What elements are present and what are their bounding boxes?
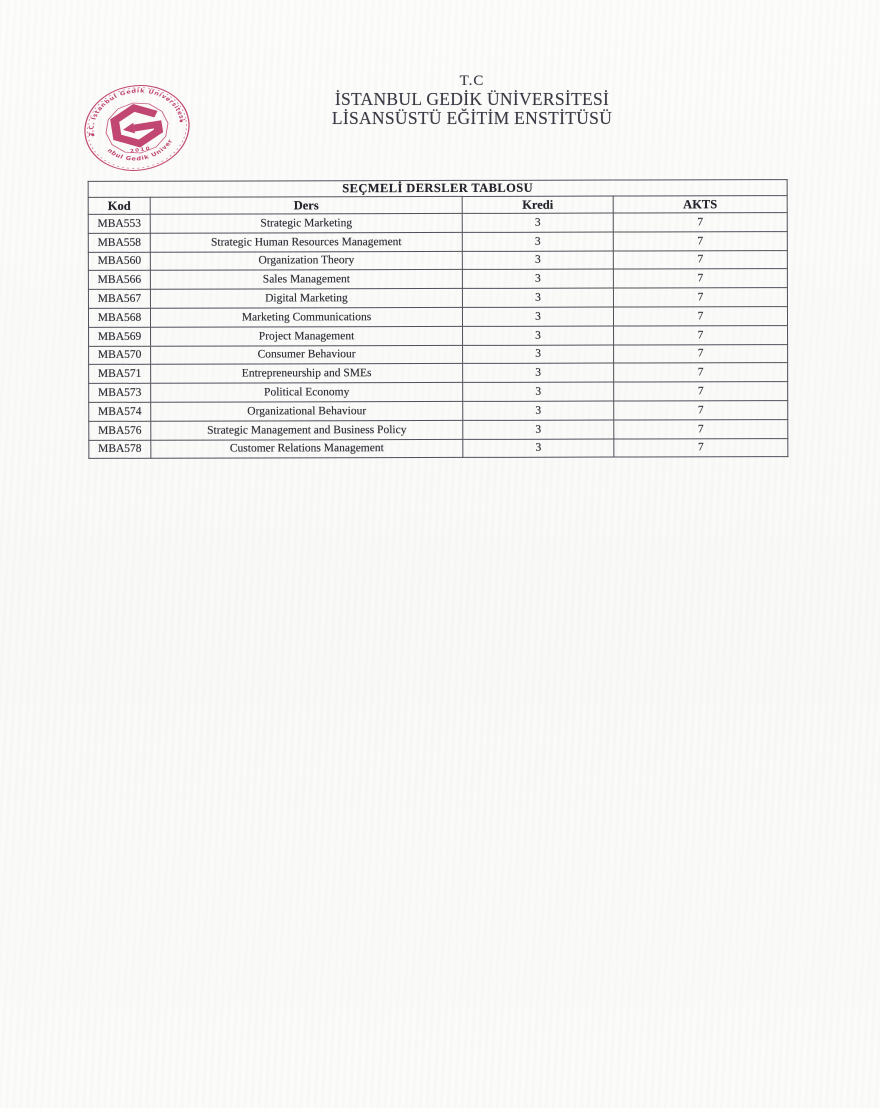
course-name-cell: Strategic Management and Business Policy — [151, 420, 463, 440]
course-code-cell: MBA568 — [88, 308, 150, 327]
course-name-cell: Consumer Behaviour — [151, 345, 463, 365]
course-name-cell: Strategic Human Resources Management — [150, 232, 462, 252]
course-code-cell: MBA567 — [88, 289, 150, 308]
table-row — [89, 382, 788, 403]
table-row — [89, 344, 788, 365]
letterhead-tc: T.C — [459, 73, 485, 89]
table-row — [88, 288, 787, 309]
course-name-cell: Customer Relations Management — [151, 439, 463, 459]
course-code-cell: MBA569 — [89, 327, 151, 346]
course-credit-cell: 3 — [462, 307, 613, 326]
table-header-row — [88, 196, 787, 215]
course-name-cell: Digital Marketing — [150, 289, 462, 309]
course-akts-cell: 7 — [614, 363, 788, 382]
table-row — [89, 438, 788, 459]
course-akts-cell: 7 — [614, 438, 788, 457]
course-code-cell: MBA578 — [89, 440, 151, 459]
course-credit-cell: 3 — [463, 401, 614, 420]
column-header-akts: AKTS — [613, 196, 787, 213]
column-header-ders: Ders — [150, 196, 462, 214]
course-name-cell: Entrepreneurship and SMEs — [151, 364, 463, 384]
table-title: SEÇMELİ DERSLER TABLOSU — [88, 180, 787, 198]
course-code-cell: MBA571 — [89, 365, 151, 384]
course-credit-cell: 3 — [462, 288, 613, 307]
course-akts-cell: 7 — [614, 325, 788, 344]
course-akts-cell: 7 — [613, 269, 787, 288]
course-credit-cell: 3 — [463, 345, 614, 364]
course-code-cell: MBA558 — [88, 233, 150, 252]
table-row — [89, 419, 788, 440]
course-name-cell: Marketing Communications — [150, 307, 462, 327]
course-code-cell: MBA553 — [88, 214, 150, 233]
course-name-cell: Project Management — [151, 326, 463, 346]
course-code-cell: MBA570 — [89, 346, 151, 365]
course-credit-cell: 3 — [463, 326, 614, 345]
course-name-cell: Organization Theory — [150, 251, 462, 271]
course-name-cell: Organizational Behaviour — [151, 401, 463, 421]
course-name-cell: Sales Management — [150, 270, 462, 290]
gedik-g-arrow-icon — [122, 123, 135, 135]
letterhead-institute: LİSANSÜSTÜ EĞİTİM ENSTİTÜSÜ — [331, 107, 613, 128]
course-code-cell: MBA566 — [88, 271, 150, 290]
table-row — [88, 250, 787, 271]
table-title-row — [88, 180, 787, 198]
column-header-kod: Kod — [88, 197, 150, 214]
course-akts-cell: 7 — [614, 344, 788, 363]
column-header-kredi: Kredi — [462, 196, 613, 213]
course-akts-cell: 7 — [613, 288, 787, 307]
table-row — [89, 401, 788, 422]
course-credit-cell: 3 — [463, 363, 614, 382]
table-row — [88, 213, 787, 234]
course-name-cell: Strategic Marketing — [150, 213, 462, 233]
course-credit-cell: 3 — [463, 439, 614, 458]
seal-bottom-text: İstanbul Gedik University — [73, 86, 175, 163]
course-code-cell: MBA576 — [89, 421, 151, 440]
gedik-g-icon — [113, 105, 160, 147]
table-row — [88, 307, 787, 328]
course-code-cell: MBA560 — [88, 252, 150, 271]
seal-year: 2010 — [129, 145, 152, 155]
course-akts-cell: 7 — [613, 307, 787, 326]
course-code-cell: MBA573 — [89, 383, 151, 402]
table-row — [88, 231, 787, 252]
course-akts-cell: 7 — [613, 213, 787, 232]
course-akts-cell: 7 — [614, 401, 788, 420]
course-credit-cell: 3 — [462, 213, 613, 232]
course-credit-cell: 3 — [463, 420, 614, 439]
letterhead — [162, 73, 782, 127]
course-credit-cell: 3 — [463, 382, 614, 401]
table-row — [88, 269, 787, 290]
table-row — [89, 325, 788, 346]
letterhead-university: İSTANBUL GEDİK ÜNİVERSİTESİ — [334, 89, 610, 109]
course-credit-cell: 3 — [462, 251, 613, 270]
course-akts-cell: 7 — [614, 419, 788, 438]
course-akts-cell: 7 — [613, 231, 787, 250]
course-credit-cell: 3 — [462, 269, 613, 288]
course-table — [88, 179, 789, 459]
course-code-cell: MBA574 — [89, 402, 151, 421]
course-credit-cell: 3 — [462, 232, 613, 251]
course-akts-cell: 7 — [613, 250, 787, 269]
seal-top-text: T.C. İstanbul Gedik Üniversitesi — [87, 87, 186, 137]
course-akts-cell: 7 — [614, 382, 788, 401]
course-table-body — [88, 213, 788, 459]
course-name-cell: Political Economy — [151, 383, 463, 403]
table-row — [89, 363, 788, 384]
